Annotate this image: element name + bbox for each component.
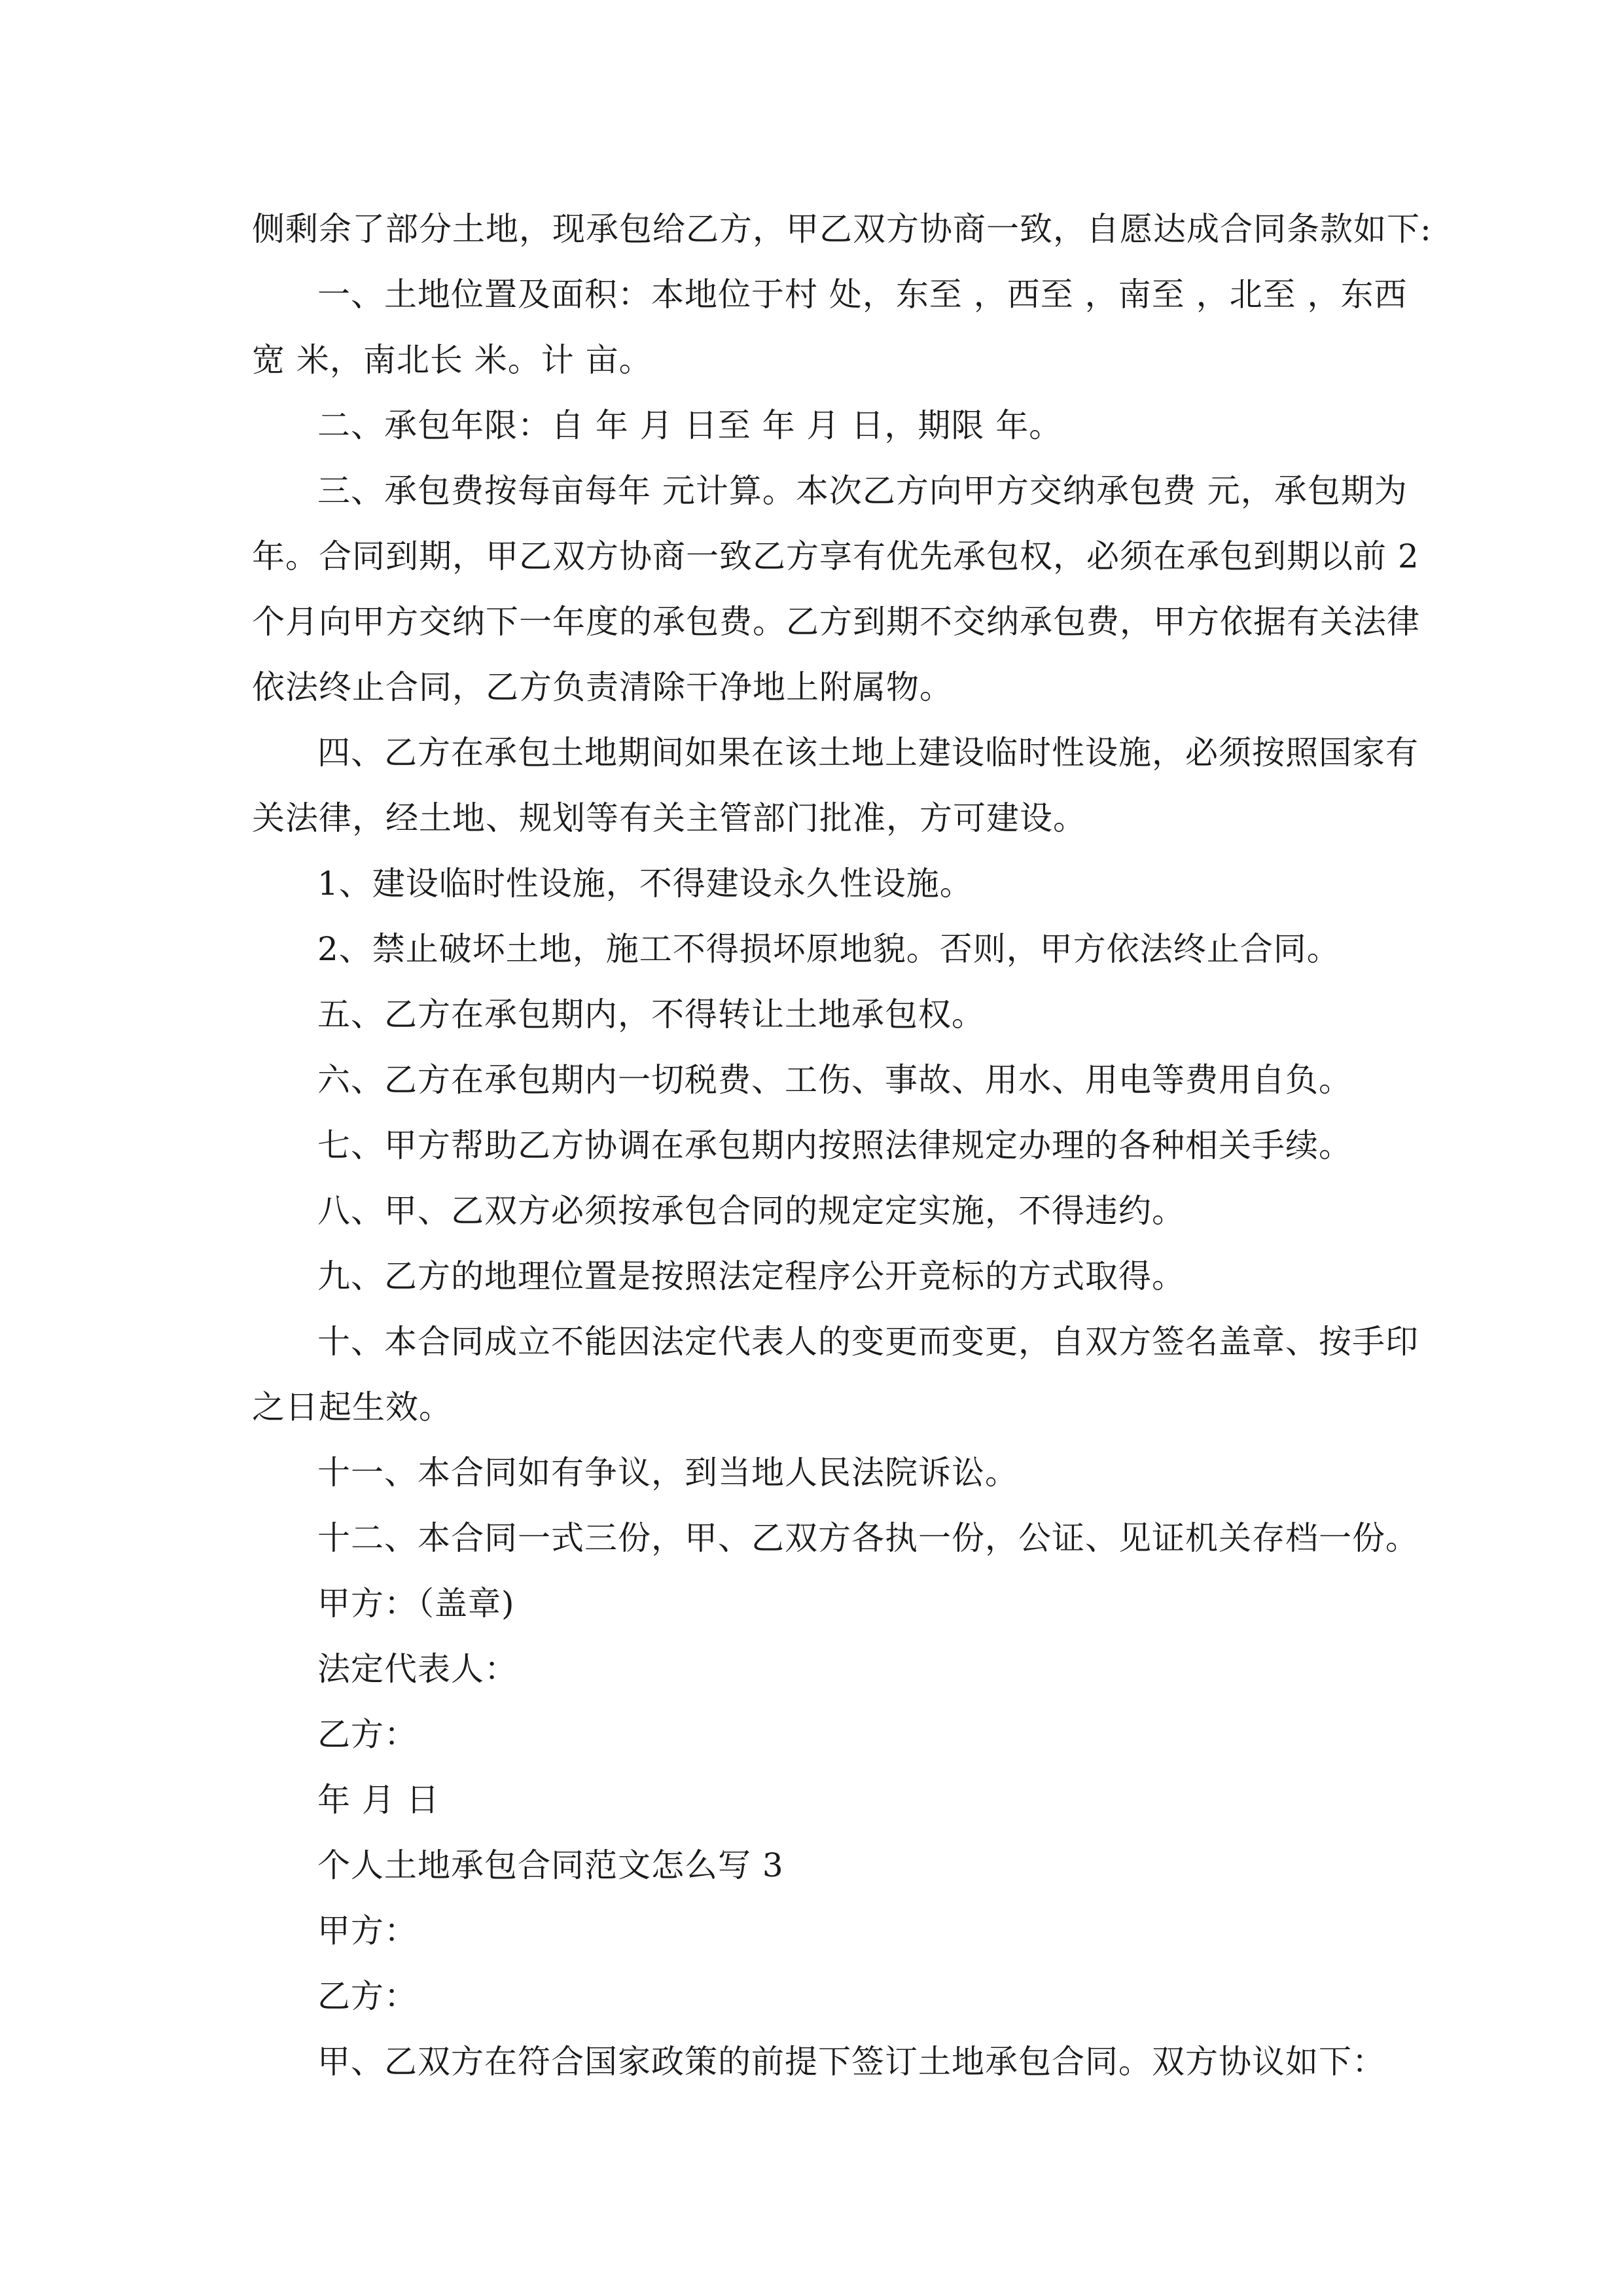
paragraph-line: 十、本合同成立不能因法定代表人的变更而变更，自双方签名盖章、按手印 — [317, 1323, 1419, 1361]
paragraph-line: 年。合同到期，甲乙双方协商一致乙方享有优先承包权，必须在承包到期以前 2 — [252, 537, 1419, 575]
paragraph-line: 个月向甲方交纳下一年度的承包费。乙方到期不交纳承包费，甲方依据有关法律 — [252, 603, 1420, 641]
paragraph-line: 五、乙方在承包期内，不得转让土地承包权。 — [317, 996, 985, 1033]
signature-party-b: 乙方： — [317, 1715, 418, 1753]
paragraph-line: 四、乙方在承包土地期间如果在该土地上建设临时性设施，必须按照国家有 — [317, 734, 1419, 772]
paragraph-line: 依法终止合同，乙方负责清除干净地上附属物。 — [252, 668, 953, 706]
paragraph-line: 七、甲方帮助乙方协调在承包期内按照法律规定办理的各种相关手续。 — [317, 1126, 1352, 1164]
paragraph-line: 十二、本合同一式三份，甲、乙双方各执一份，公证、见证机关存档一份。 — [317, 1519, 1419, 1557]
paragraph-line: 八、甲、乙双方必须按承包合同的规定定实施，不得违约。 — [317, 1192, 1185, 1230]
paragraph-line: 六、乙方在承包期内一切税费、工伤、事故、用水、用电等费用自负。 — [317, 1061, 1352, 1099]
signature-legal-rep: 法定代表人： — [317, 1650, 518, 1688]
paragraph-line: 十一、本合同如有争议，到当地人民法院诉讼。 — [317, 1454, 1018, 1492]
section-heading: 个人土地承包合同范文怎么写 3 — [317, 1846, 784, 1884]
document-body — [252, 196, 1432, 2094]
paragraph-line: 之日起生效。 — [252, 1388, 452, 1426]
paragraph-line: 2、禁止破坏土地，施工不得损坏原地貌。否则，甲方依法终止合同。 — [317, 930, 1340, 968]
paragraph-line: 1、建设临时性设施，不得建设永久性设施。 — [317, 865, 973, 903]
paragraph-line: 二、承包年限：自 年 月 日至 年 月 日，期限 年。 — [317, 406, 1063, 444]
paragraph-line: 三、承包费按每亩每年 元计算。本次乙方向甲方交纳承包费 元，承包期为 — [317, 472, 1408, 510]
signature-party-a: 甲方：（盖章) — [317, 1585, 515, 1623]
signature-date: 年 月 日 — [317, 1781, 440, 1819]
paragraph-line: 宽 米，南北长 米。计 亩。 — [252, 341, 652, 379]
paragraph-line: 一、土地位置及面积：本地位于村 处，东至 ，西至 ，南至 ，北至 ，东西 — [317, 276, 1408, 314]
paragraph-line: 九、乙方的地理位置是按照法定程序公开竞标的方式取得。 — [317, 1257, 1185, 1295]
paragraph-line: 甲、乙双方在符合国家政策的前提下签订土地承包合同。双方协议如下： — [317, 2043, 1385, 2081]
party-a-label: 甲方： — [317, 1912, 418, 1950]
paragraph-line: 侧剩余了部分土地，现承包给乙方，甲乙双方协商一致，自愿达成合同条款如下: — [252, 210, 1432, 248]
paragraph-line: 关法律，经土地、规划等有关主管部门批准，方可建设。 — [252, 799, 1086, 837]
party-b-label: 乙方： — [317, 1977, 418, 2015]
